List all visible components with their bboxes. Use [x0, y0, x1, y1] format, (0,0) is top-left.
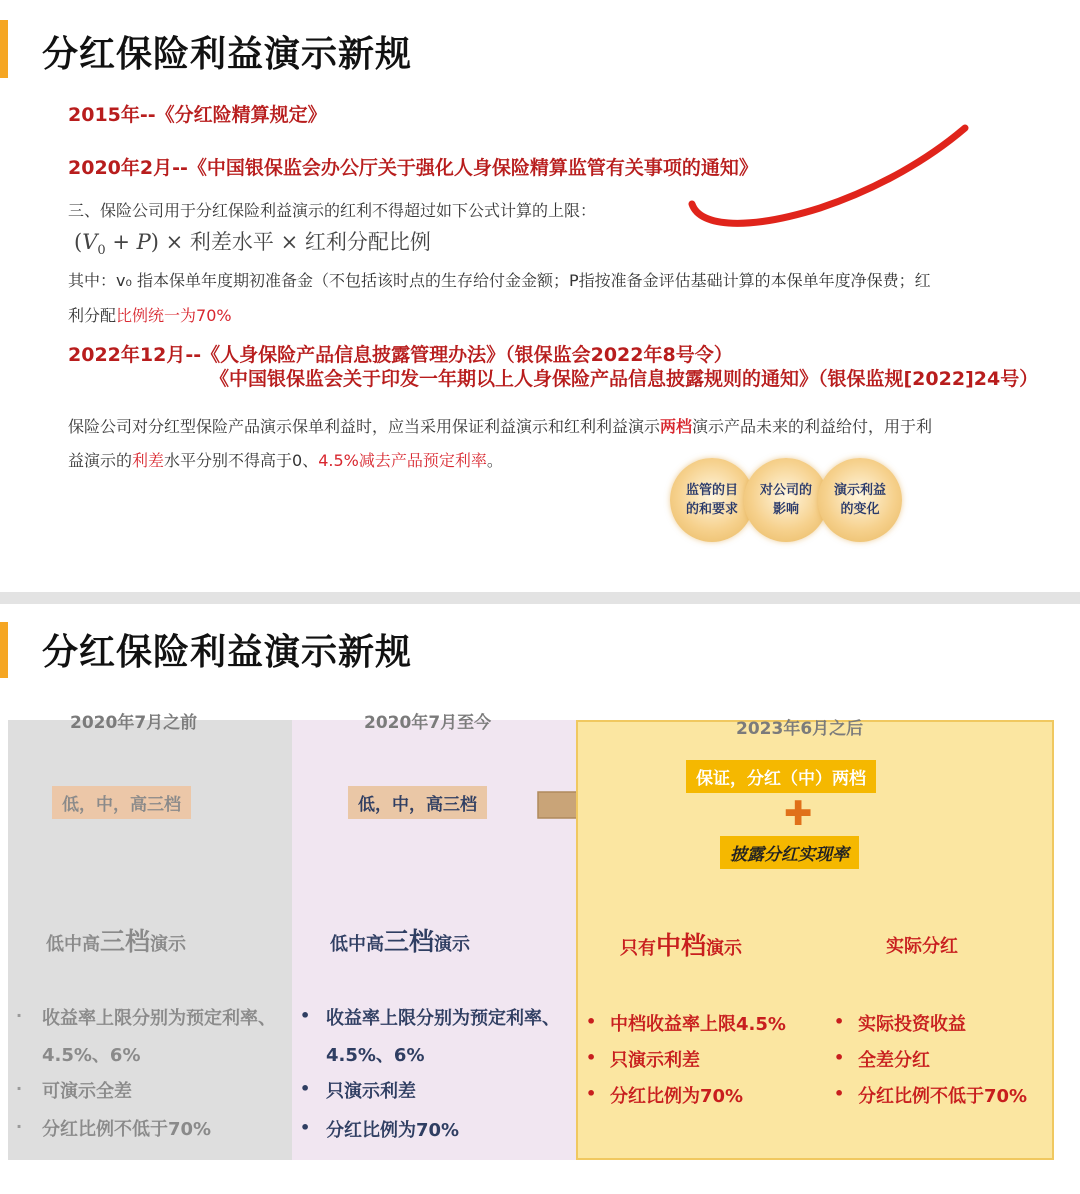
- slide-1: [0, 0, 1080, 592]
- subheading-emphasis: 中档: [656, 931, 707, 960]
- column-subheading: [330, 922, 470, 958]
- para-text: 。: [486, 451, 503, 470]
- bullet-dot: ·: [16, 1117, 23, 1136]
- dividend-formula: $(V_0 + P)$ × 利差水平 × 红利分配比例: [74, 230, 431, 259]
- bullet-item: 收益率上限分别为预定利率、: [326, 1008, 560, 1029]
- regulation-2020: 2020年2月--《中国银保监会办公厅关于强化人身保险精算监管有关事项的通知》: [68, 157, 758, 179]
- bullet-item: 全差分红: [858, 1050, 930, 1071]
- bullet-dot: •: [300, 1118, 311, 1137]
- column-2020-07-to-now: [292, 713, 576, 1160]
- bullet-dot: •: [586, 1012, 597, 1031]
- column-after-2023-06: [576, 720, 1054, 1160]
- bullet-item: 可演示全差: [42, 1081, 132, 1102]
- subheading-text: 低中高: [330, 934, 384, 955]
- bullet-dot: •: [586, 1048, 597, 1067]
- bullet-item: 分红比例不低于70%: [858, 1086, 1028, 1107]
- mid-tier-subheading: [620, 926, 742, 962]
- column-heading: 2020年7月之前: [70, 713, 198, 733]
- regulation-2022-a: 2022年12月--《人身保险产品信息披露管理办法》（银保监会2022年8号令）: [68, 344, 733, 366]
- circle-company-impact: [744, 458, 828, 542]
- circle-label: 演示利益的变化: [833, 483, 886, 517]
- circle-regulatory-purpose: [670, 458, 754, 542]
- bullet-dot: •: [834, 1084, 845, 1103]
- subheading-emphasis: 三档: [384, 927, 435, 956]
- bullet-item: 中档收益率上限4.5%: [610, 1014, 786, 1035]
- bullet-item: 4.5%、6%: [326, 1045, 425, 1066]
- column-subheading: [46, 922, 186, 958]
- para-text: 水平分别不得高于0、: [164, 451, 319, 470]
- bullet-dot: ·: [16, 1079, 23, 1098]
- rate-highlight: 4.5%减去产品预定利率: [318, 451, 487, 470]
- para-text: 益演示的: [68, 451, 133, 470]
- tier-pill: 低，中，高三档: [52, 786, 191, 819]
- bullet-dot: •: [300, 1006, 311, 1025]
- actual-dividend-subheading: 实际分红: [886, 936, 958, 957]
- para-text: 保险公司对分红型保险产品演示保单利益时，应当采用保证利益演示和红利利益演示: [68, 417, 661, 436]
- tier-pill: 低，中，高三档: [348, 786, 487, 819]
- subheading-text: 演示: [706, 938, 743, 959]
- formula-rest: × 利差水平 × 红利分配比例: [165, 230, 431, 254]
- bullet-dot: •: [586, 1084, 597, 1103]
- slide-separator: [0, 592, 1080, 604]
- bullet-dot: •: [834, 1048, 845, 1067]
- bullet-item: 分红比例为70%: [326, 1120, 460, 1141]
- title-accent-bar: [0, 622, 8, 678]
- bullet-item: 分红比例为70%: [610, 1086, 744, 1107]
- bullet-item: 只演示利差: [326, 1081, 416, 1102]
- note-line-2-text: 利分配: [68, 306, 117, 325]
- subheading-text: 演示: [434, 934, 471, 955]
- circle-label: 监管的目的和要求: [685, 483, 738, 517]
- slide-title: 分红保险利益演示新规: [42, 34, 413, 75]
- spread-highlight: 利差: [132, 451, 165, 470]
- bullet-item: 4.5%、6%: [42, 1045, 141, 1066]
- two-tier-pill: 保证，分红（中）两档: [686, 760, 876, 793]
- para-text: 演示产品未来的利益给付，用于利: [692, 417, 933, 436]
- subheading-emphasis: 三档: [100, 927, 151, 956]
- red-underline-mark: [680, 118, 980, 238]
- regulation-2022-b: 《中国银保监会关于印发一年期以上人身保险产品信息披露规则的通知》（银保监规[2022]24号）: [210, 368, 1039, 390]
- para-line-2: [68, 448, 503, 471]
- column-before-2020-07: [8, 713, 292, 1160]
- disclosure-pill: 披露分红实现率: [720, 836, 859, 869]
- slide-title: 分红保险利益演示新规: [42, 632, 413, 673]
- bullet-item: 收益率上限分别为预定利率、: [42, 1008, 276, 1029]
- plus-icon: ✚: [784, 794, 813, 834]
- slide-2: [0, 604, 1080, 1194]
- subheading-text: 低中高: [46, 934, 100, 955]
- title-accent-bar: [0, 20, 8, 78]
- clause-text: 三、保险公司用于分红保险利益演示的红利不得超过如下公式计算的上限：: [68, 201, 597, 220]
- bullet-item: 只演示利差: [610, 1050, 700, 1071]
- bullet-item: 分红比例不低于70%: [42, 1119, 212, 1140]
- note-line-1: 其中：v₀ 指本保单年度期初准备金（不包括该时点的生存给付金金额；P指按准备金评估基础计算的本保单年度净保费；红: [68, 271, 931, 290]
- bullet-dot: •: [300, 1079, 311, 1098]
- bullet-dot: •: [834, 1012, 845, 1031]
- circle-benefit-changes: [818, 458, 902, 542]
- subheading-text: 只有: [620, 938, 656, 959]
- two-tier-highlight: 两档: [660, 417, 693, 436]
- column-heading: 2023年6月之后: [736, 719, 864, 739]
- bullet-dot: ·: [16, 1006, 23, 1025]
- regulation-2015: 2015年--《分红险精算规定》: [68, 104, 327, 126]
- bullet-item: 实际投资收益: [858, 1014, 966, 1035]
- note-line-2: [68, 303, 232, 326]
- circle-label: 对公司的影响: [759, 483, 812, 517]
- para-line-1: [68, 414, 932, 437]
- note-ratio-highlight: 比例统一为70%: [116, 306, 232, 325]
- subheading-text: 演示: [150, 934, 187, 955]
- column-heading: 2020年7月至今: [364, 713, 492, 733]
